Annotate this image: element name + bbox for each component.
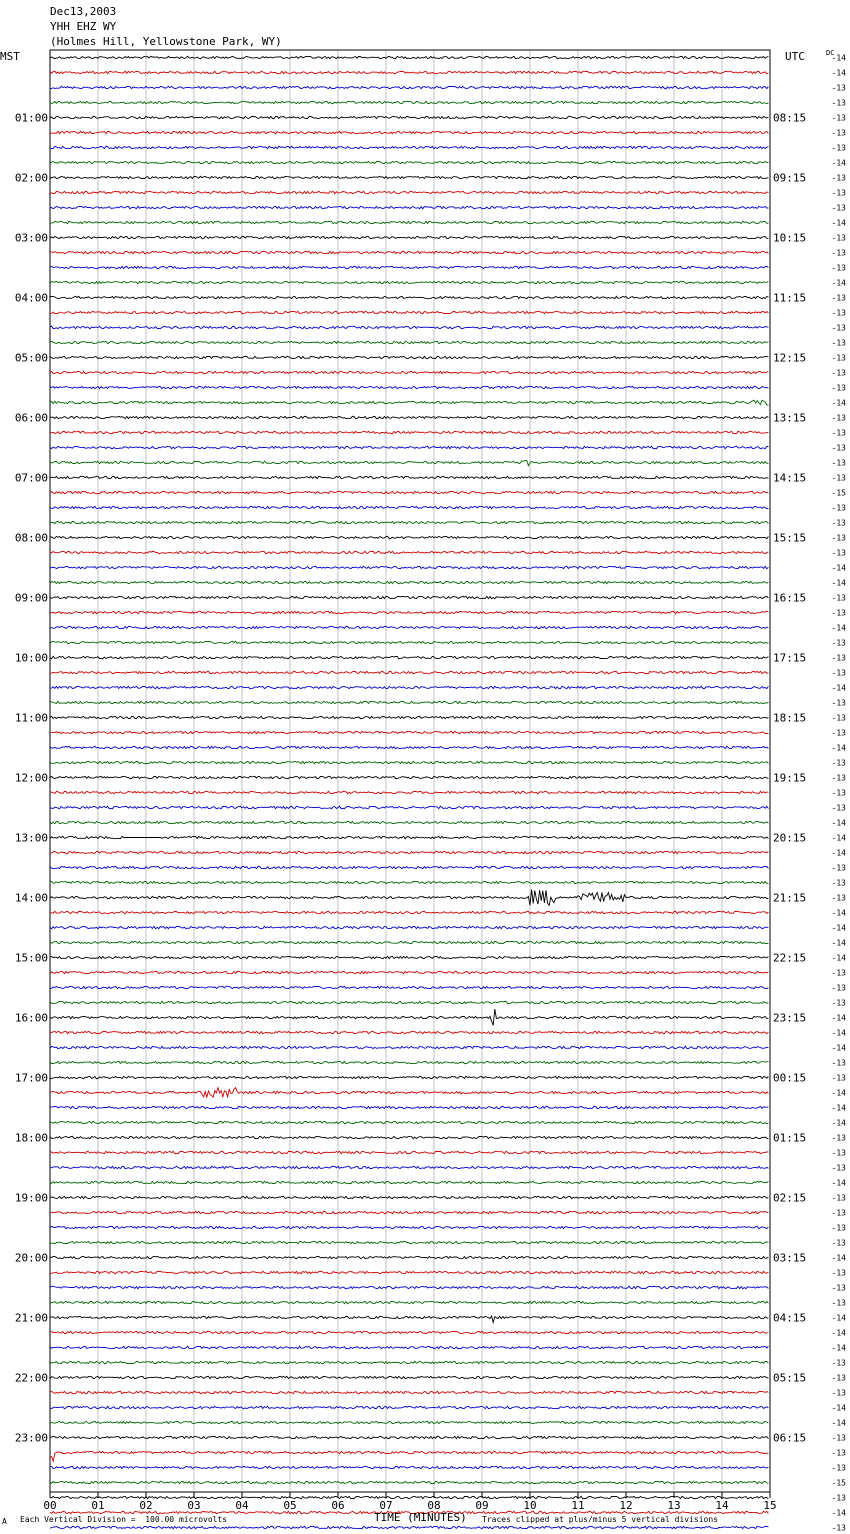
dc-offset-label: -13	[831, 248, 846, 258]
trace-row	[50, 251, 768, 253]
dc-offset-label: -13	[831, 968, 846, 978]
trace-row	[50, 1421, 768, 1423]
trace-row	[50, 1436, 768, 1438]
left-hour-label: 14:00	[14, 891, 48, 905]
dc-offset-label: -13	[831, 113, 846, 123]
x-tick-label: 04	[235, 1499, 249, 1512]
dc-offset-label: -13	[831, 1223, 846, 1233]
dc-offset-label: -14	[831, 1508, 846, 1518]
trace-row	[50, 1009, 768, 1025]
dc-offset-label: -14	[831, 1013, 846, 1023]
trace-row	[50, 326, 768, 328]
dc-offset-label: -13	[831, 1148, 846, 1158]
trace-row	[50, 986, 768, 988]
dc-offset-label: -14	[831, 1043, 846, 1053]
right-hour-label: 01:15	[773, 1131, 807, 1145]
left-hour-label: 05:00	[14, 351, 48, 365]
dc-offset-label: -13	[831, 458, 846, 468]
dc-offset-label: -13	[831, 698, 846, 708]
trace-row	[50, 296, 768, 298]
trace-row	[50, 881, 768, 883]
dc-offset-label: -14	[831, 563, 846, 573]
dc-offset-label: -13	[831, 1298, 846, 1308]
trace-row	[50, 1241, 768, 1243]
trace-row	[50, 1151, 768, 1153]
trace-row	[50, 1271, 768, 1273]
dc-offset-label: -13	[831, 383, 846, 393]
trace-row	[50, 926, 768, 928]
trace-row	[50, 1331, 768, 1333]
dc-offset-label: -13	[831, 1163, 846, 1173]
trace-row	[50, 356, 768, 358]
trace-row	[50, 890, 768, 906]
x-tick-label: 05	[283, 1499, 297, 1512]
dc-offset-label: -14	[831, 1418, 846, 1428]
trace-row	[50, 551, 768, 553]
trace-row	[50, 731, 768, 733]
left-hour-label: 19:00	[14, 1191, 48, 1205]
trace-row	[50, 1106, 768, 1108]
dc-offset-label: -13	[831, 1238, 846, 1248]
dc-offset-label: -13	[831, 368, 846, 378]
right-hour-label: 03:15	[773, 1251, 807, 1265]
dc-offset-label: -14	[831, 1178, 846, 1188]
trace-row	[50, 821, 768, 823]
x-tick-label: 02	[139, 1499, 153, 1512]
trace-row	[50, 506, 768, 508]
trace-row	[50, 1361, 768, 1363]
dc-offset-label: -15	[831, 1478, 846, 1488]
scale-note: Each Vertical Division = 100.00 microvolts	[20, 1515, 228, 1524]
header-location: (Holmes Hill, Yellowstone Park, WY)	[50, 35, 282, 48]
trace-row	[50, 716, 768, 718]
left-hour-label: 23:00	[14, 1431, 48, 1445]
trace-row	[50, 761, 768, 763]
trace-row	[50, 596, 768, 598]
dc-offset-label: -13	[831, 593, 846, 603]
right-hour-label: 12:15	[773, 351, 807, 365]
left-hour-label: 09:00	[14, 591, 48, 605]
dc-offset-label: -13	[831, 503, 846, 513]
right-hour-label: 18:15	[773, 711, 807, 725]
left-hour-label: 07:00	[14, 471, 48, 485]
trace-row	[50, 311, 768, 313]
dc-offset-label: -13	[831, 863, 846, 873]
trace-row	[50, 941, 768, 943]
left-hour-label: 13:00	[14, 831, 48, 845]
trace-row	[50, 1346, 768, 1348]
x-tick-label: 14	[715, 1499, 729, 1512]
dc-offset-label: -14	[831, 1328, 846, 1338]
trace-row	[50, 956, 768, 958]
trace-row	[50, 341, 768, 343]
dc-offset-label: -13	[831, 878, 846, 888]
right-hour-label: 13:15	[773, 411, 807, 425]
dc-offset-label: -13	[831, 308, 846, 318]
x-tick-label: 13	[667, 1499, 681, 1512]
x-tick-label: 07	[379, 1499, 393, 1512]
trace-row	[50, 686, 768, 688]
right-hour-label: 14:15	[773, 471, 807, 485]
x-tick-label: 06	[331, 1499, 345, 1512]
trace-row	[50, 836, 768, 838]
dc-offset-label: -15	[831, 488, 846, 498]
trace-row	[50, 581, 768, 583]
trace-row	[50, 266, 768, 268]
x-tick-label: 08	[427, 1499, 441, 1512]
clip-note: Traces clipped at plus/minus 5 vertical divisions	[482, 1515, 719, 1524]
plot-frame	[50, 50, 770, 1492]
x-tick-label: 15	[763, 1499, 777, 1512]
trace-row	[50, 971, 768, 973]
dc-offset-label: -13	[831, 1208, 846, 1218]
trace-row	[50, 1526, 768, 1528]
dc-offset-label: -13	[831, 533, 846, 543]
right-hour-label: 20:15	[773, 831, 807, 845]
header-station: YHH EHZ WY	[50, 20, 117, 33]
left-hour-label: 11:00	[14, 711, 48, 725]
dc-offset-label: -13	[831, 998, 846, 1008]
trace-row	[50, 56, 768, 58]
trace-row	[50, 1391, 768, 1393]
dc-offset-label: -13	[831, 1373, 846, 1383]
trace-row	[50, 1496, 768, 1498]
dc-offset-label: -13	[831, 1073, 846, 1083]
dc-offset-label: -13	[831, 263, 846, 273]
dc-offset-label: -13	[831, 1493, 846, 1503]
dc-offset-label: -14	[831, 1118, 846, 1128]
trace-row	[50, 236, 768, 238]
trace-row	[50, 671, 768, 673]
right-hour-label: 10:15	[773, 231, 807, 245]
x-tick-label: 11	[571, 1499, 585, 1512]
dc-offset-label: -13	[831, 413, 846, 423]
trace-row	[50, 1136, 768, 1138]
dc-offset-label: -13	[831, 128, 846, 138]
right-hour-label: 23:15	[773, 1011, 807, 1025]
dc-offset-label: -13	[831, 608, 846, 618]
trace-row	[50, 791, 768, 793]
left-hour-label: 08:00	[14, 531, 48, 545]
trace-row	[50, 611, 768, 613]
trace-row	[50, 1031, 768, 1033]
trace-row	[50, 191, 768, 193]
trace-row	[50, 746, 768, 748]
dc-offset-label: -13	[831, 1133, 846, 1143]
dc-offset-label: -13	[831, 1058, 846, 1068]
dc-offset-label: -13	[831, 323, 846, 333]
trace-row	[50, 806, 768, 808]
left-hour-label: 18:00	[14, 1131, 48, 1145]
dc-offset-label: -13	[831, 443, 846, 453]
trace-row	[50, 566, 768, 568]
trace-row	[50, 371, 768, 373]
trace-row	[50, 1001, 768, 1003]
dc-offset-label: -13	[831, 713, 846, 723]
trace-row	[50, 431, 768, 433]
dc-offset-label: -13	[831, 83, 846, 93]
left-hour-label: 17:00	[14, 1071, 48, 1085]
dc-offset-label: -13	[831, 518, 846, 528]
trace-row	[50, 281, 768, 283]
trace-row	[50, 176, 768, 178]
trace-row	[50, 1196, 768, 1198]
right-hour-label: 19:15	[773, 771, 807, 785]
x-tick-label: 12	[619, 1499, 633, 1512]
dc-offset-label: -13	[831, 233, 846, 243]
dc-offset-label: -13	[831, 638, 846, 648]
x-tick-label: 10	[523, 1499, 537, 1512]
trace-row	[50, 851, 768, 853]
dc-offset-label: -13	[831, 548, 846, 558]
dc-offset-label: -13	[831, 1193, 846, 1203]
right-hour-label: 04:15	[773, 1311, 807, 1325]
left-hour-label: 02:00	[14, 171, 48, 185]
dc-offset-label: -13	[831, 758, 846, 768]
dc-offset-label: -14	[831, 833, 846, 843]
left-hour-label: 06:00	[14, 411, 48, 425]
right-hour-label: 15:15	[773, 531, 807, 545]
right-hour-label: 22:15	[773, 951, 807, 965]
trace-row	[50, 641, 768, 643]
left-hour-label: 12:00	[14, 771, 48, 785]
right-timezone-label: UTC	[785, 50, 805, 63]
trace-row	[50, 1121, 768, 1123]
trace-row	[50, 116, 768, 118]
left-hour-label: 10:00	[14, 651, 48, 665]
left-hour-label: 03:00	[14, 231, 48, 245]
dc-offset-label: -14	[831, 818, 846, 828]
dc-offset-label: -13	[831, 728, 846, 738]
right-hour-label: 17:15	[773, 651, 807, 665]
trace-row	[50, 206, 768, 208]
right-hour-label: 06:15	[773, 1431, 807, 1445]
left-hour-label: 21:00	[14, 1311, 48, 1325]
dc-offset-label: -13	[831, 353, 846, 363]
left-hour-label: 22:00	[14, 1371, 48, 1385]
trace-row	[50, 71, 768, 73]
right-hour-label: 11:15	[773, 291, 807, 305]
dc-offset-label: -13	[831, 1448, 846, 1458]
header-date: Dec13,2003	[50, 5, 117, 18]
trace-row	[50, 1481, 768, 1483]
dc-offset-label: -13	[831, 98, 846, 108]
right-hour-label: 16:15	[773, 591, 807, 605]
trace-row	[50, 460, 768, 465]
dc-offset-label: -14	[831, 578, 846, 588]
trace-row	[50, 1466, 768, 1468]
dc-offset-label: -14	[831, 923, 846, 933]
x-axis-title: TIME (MINUTES)	[374, 1511, 467, 1524]
trace-row	[50, 476, 768, 478]
left-hour-label: 20:00	[14, 1251, 48, 1265]
dc-offset-label: -14	[831, 623, 846, 633]
trace-row	[50, 1046, 768, 1048]
trace-row	[50, 536, 768, 538]
x-tick-label: 03	[187, 1499, 201, 1512]
x-tick-label: 00	[43, 1499, 57, 1512]
dc-offset-label: -13	[831, 473, 846, 483]
trace-row	[50, 1286, 768, 1288]
dc-label: DC	[826, 49, 835, 57]
trace-row	[50, 131, 768, 133]
dc-offset-label: -13	[831, 203, 846, 213]
trace-row	[50, 911, 768, 913]
dc-offset-label: -14	[831, 743, 846, 753]
trace-row	[50, 386, 768, 388]
dc-offset-label: -13	[831, 1283, 846, 1293]
dc-offset-label: -13	[831, 338, 846, 348]
dc-offset-label: -14	[831, 1088, 846, 1098]
trace-row	[50, 1301, 768, 1303]
dc-offset-label: -13	[831, 653, 846, 663]
trace-row	[50, 1256, 768, 1258]
trace-row	[50, 161, 768, 163]
right-hour-label: 08:15	[773, 111, 807, 125]
dc-offset-label: -14	[831, 953, 846, 963]
dc-offset-label: -14	[831, 1103, 846, 1113]
trace-row	[50, 1211, 768, 1213]
dc-offset-label: -13	[831, 773, 846, 783]
dc-offset-label: -14	[831, 683, 846, 693]
dc-offset-label: -13	[831, 1388, 846, 1398]
trace-row	[50, 1376, 768, 1378]
footer-mark: A	[2, 1517, 7, 1526]
dc-offset-label: -13	[831, 803, 846, 813]
dc-offset-label: -14	[831, 1403, 846, 1413]
dc-offset-label: -14	[831, 158, 846, 168]
right-hour-label: 21:15	[773, 891, 807, 905]
trace-row	[50, 491, 768, 493]
dc-offset-label: -13	[831, 1433, 846, 1443]
dc-offset-label: -13	[831, 1268, 846, 1278]
dc-offset-label: -14	[831, 1343, 846, 1353]
trace-row	[50, 221, 768, 223]
trace-row	[50, 701, 768, 703]
trace-row	[50, 1316, 768, 1323]
dc-offset-label: -13	[831, 1358, 846, 1368]
dc-offset-label: -14	[831, 278, 846, 288]
dc-offset-label: -13	[831, 173, 846, 183]
dc-offset-label: -14	[831, 848, 846, 858]
left-hour-label: 01:00	[14, 111, 48, 125]
dc-offset-label: -13	[831, 788, 846, 798]
trace-row	[50, 1076, 768, 1078]
left-timezone-label: MST	[0, 50, 20, 63]
right-hour-label: 02:15	[773, 1191, 807, 1205]
trace-row	[50, 776, 768, 778]
dc-offset-label: -13	[831, 983, 846, 993]
trace-row	[50, 1088, 768, 1098]
dc-offset-label: -14	[831, 1028, 846, 1038]
left-hour-label: 15:00	[14, 951, 48, 965]
trace-row	[50, 521, 768, 523]
dc-offset-label: -13	[831, 1523, 846, 1533]
trace-row	[50, 1166, 768, 1168]
trace-row	[50, 866, 768, 868]
dc-offset-label: -13	[831, 1463, 846, 1473]
right-hour-label: 09:15	[773, 171, 807, 185]
dc-offset-label: -14	[831, 53, 846, 63]
dc-offset-label: -14	[831, 938, 846, 948]
dc-offset-label: -14	[831, 1313, 846, 1323]
right-hour-label: 00:15	[773, 1071, 807, 1085]
dc-offset-label: -13	[831, 428, 846, 438]
trace-row	[50, 656, 768, 658]
left-hour-label: 04:00	[14, 291, 48, 305]
dc-offset-label: -13	[831, 893, 846, 903]
x-tick-label: 09	[475, 1499, 489, 1512]
trace-row	[50, 1451, 768, 1461]
trace-row	[50, 1181, 768, 1183]
dc-offset-label: -13	[831, 668, 846, 678]
x-tick-label: 01	[91, 1499, 105, 1512]
dc-offset-label: -14	[831, 218, 846, 228]
trace-row	[50, 1226, 768, 1228]
dc-offset-label: -13	[831, 143, 846, 153]
dc-offset-label: -13	[831, 188, 846, 198]
trace-row	[50, 1406, 768, 1408]
dc-offset-label: -14	[831, 908, 846, 918]
trace-row	[50, 626, 768, 628]
trace-row	[50, 1061, 768, 1063]
trace-row	[50, 400, 768, 405]
right-hour-label: 05:15	[773, 1371, 807, 1385]
trace-row	[50, 101, 768, 103]
trace-row	[50, 86, 768, 88]
trace-row	[50, 146, 768, 148]
dc-offset-label: -13	[831, 293, 846, 303]
trace-row	[50, 446, 768, 448]
dc-offset-label: -14	[831, 1253, 846, 1263]
dc-offset-label: -14	[831, 398, 846, 408]
trace-row	[50, 416, 768, 418]
dc-offset-label: -14	[831, 68, 846, 78]
left-hour-label: 16:00	[14, 1011, 48, 1025]
